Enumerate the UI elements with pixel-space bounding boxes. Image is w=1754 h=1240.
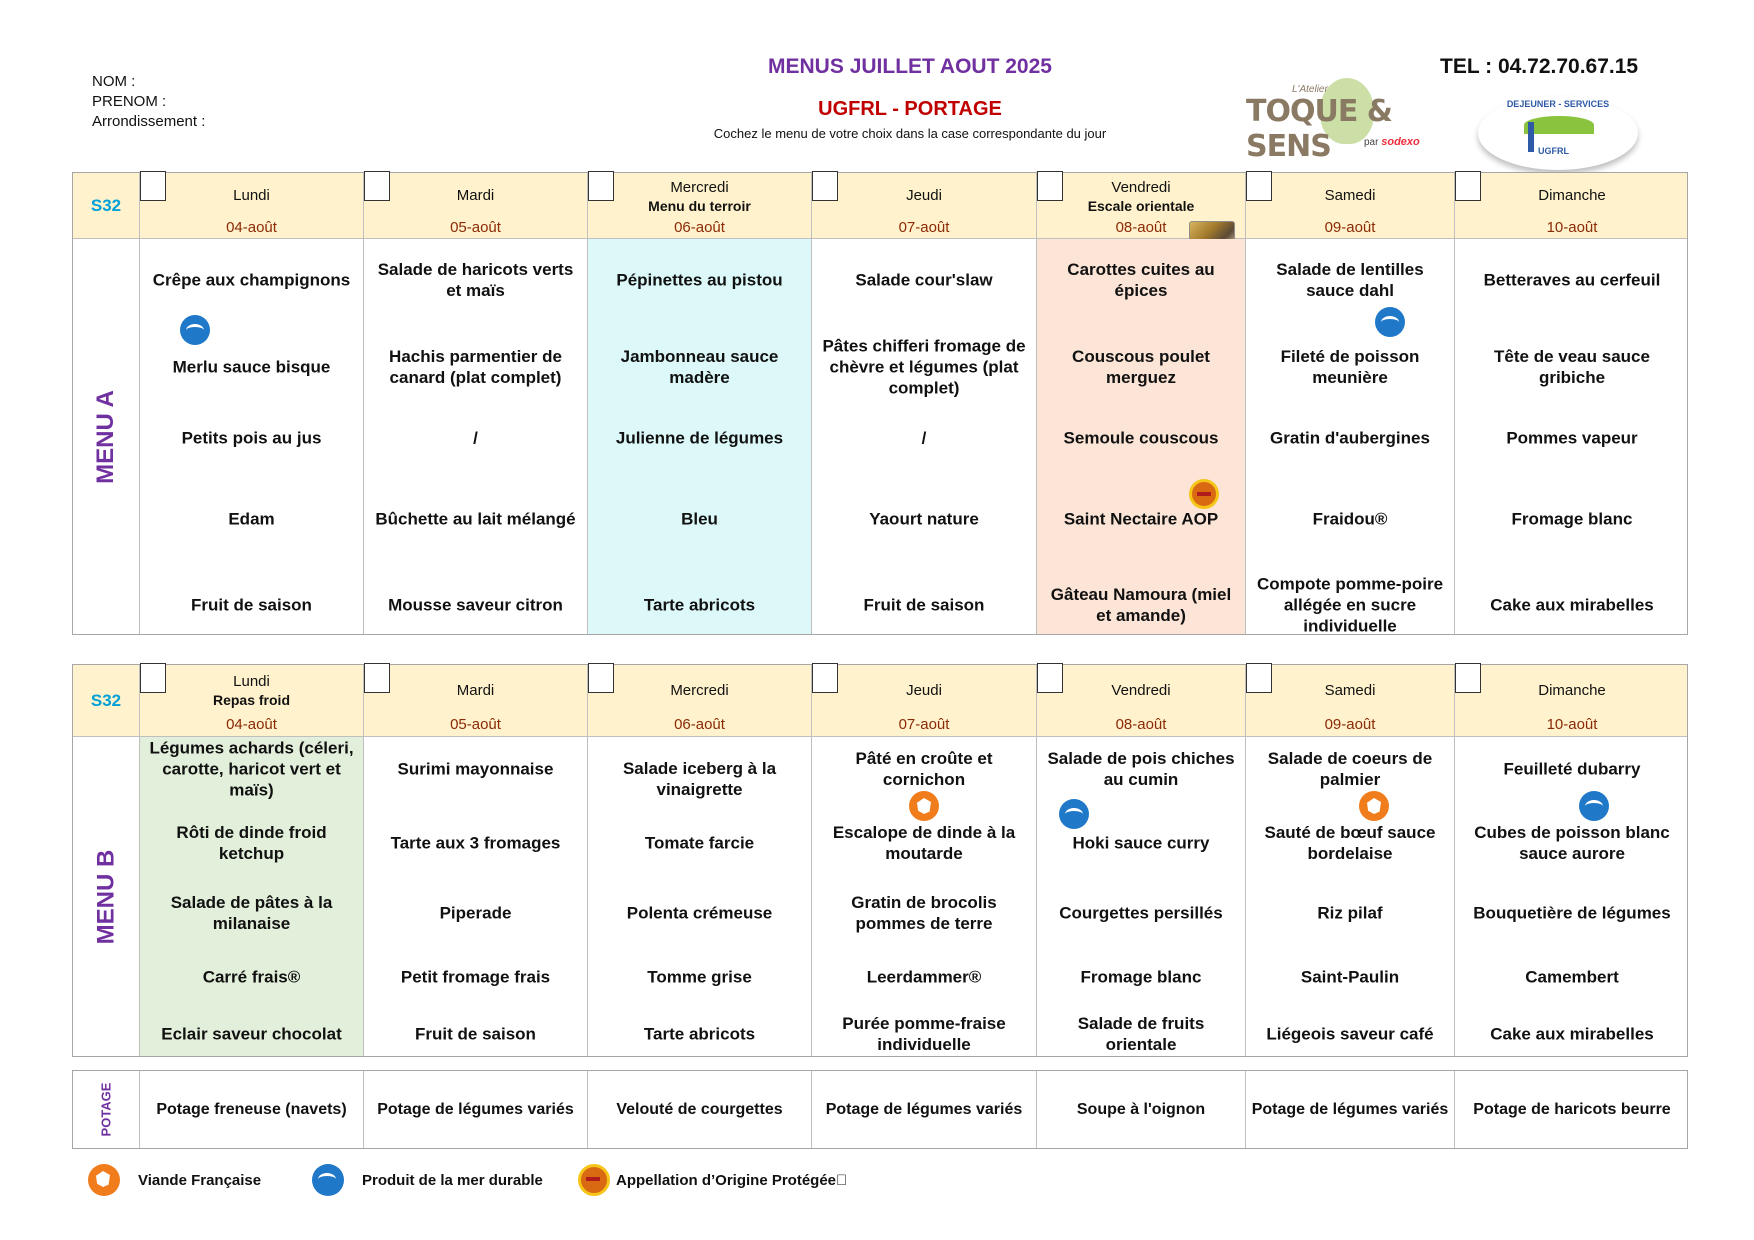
menu-b-table: [72, 664, 1688, 1057]
dish-starter: Légumes achards (céleri, carotte, haricot vert et maïs): [149, 738, 354, 800]
dish-cheese: Yaourt nature: [869, 509, 979, 529]
day-date: 04-août: [226, 219, 277, 236]
menu-a-body: [73, 239, 1687, 634]
day-header-samedi: [1245, 173, 1454, 238]
day-name: Jeudi: [906, 682, 942, 699]
dish-cheese: Fromage blanc: [1511, 509, 1633, 529]
aop-icon: [578, 1164, 610, 1196]
potage-cell-lundi: [139, 1071, 363, 1148]
dish-side: Piperade: [439, 903, 512, 923]
french-meat-icon: [88, 1164, 120, 1196]
day-date: 06-août: [674, 219, 725, 236]
day-header-jeudi: [811, 173, 1036, 238]
dish-main: Couscous poulet merguez: [1072, 347, 1210, 387]
dish-dessert: Fruit de saison: [863, 595, 985, 615]
dish-main: Sauté de bœuf sauce bordelaise: [1264, 823, 1436, 863]
menu-a-label: MENU A: [92, 389, 119, 484]
dish-main: Fileté de poisson meunière: [1280, 347, 1420, 387]
day-date: 07-août: [898, 716, 950, 733]
dish-side: Riz pilaf: [1317, 903, 1383, 923]
dish-side: Bouquetière de légumes: [1473, 903, 1671, 923]
sustainable-seafood-icon: [1579, 791, 1609, 821]
day-theme: Menu du terroir: [648, 198, 751, 214]
day-name: Dimanche: [1538, 187, 1606, 204]
dejeuner-services-logo: [1478, 86, 1638, 170]
week-label: S32: [90, 690, 122, 710]
legend-label: Produit de la mer durable: [362, 1171, 543, 1189]
day-date: 06-août: [674, 716, 725, 733]
menu-b-column-mercredi: [587, 737, 811, 1056]
dish-dessert: Tarte abricots: [643, 1024, 756, 1044]
dish-side: Gratin d'aubergines: [1270, 428, 1430, 448]
dish-dessert: Purée pomme-fraise individuelle: [842, 1014, 1006, 1054]
day-name: Mardi: [456, 187, 495, 204]
dish-starter: Carottes cuites au épices: [1067, 260, 1215, 300]
dish-side: Salade de pâtes à la milanaise: [170, 893, 333, 933]
logo-ugfrl-text: UGFRL: [1538, 146, 1569, 156]
legend-label: Appellation d’Origine Protégée : [616, 1171, 848, 1189]
day-theme: Escale orientale: [1087, 198, 1195, 214]
dish-cheese: Tomme grise: [647, 967, 752, 987]
dish-cheese: Fromage blanc: [1080, 967, 1202, 987]
day-header-mardi: [363, 665, 587, 736]
day-name: Dimanche: [1538, 682, 1606, 699]
day-date: 04-août: [226, 716, 277, 733]
dish-starter: Salade cour'slaw: [855, 270, 993, 290]
menu-b-column-samedi: [1245, 737, 1454, 1056]
week-cell: [73, 173, 139, 238]
day-header-mercredi: [587, 173, 811, 238]
day-name: Vendredi: [1111, 179, 1171, 196]
day-date: 05-août: [450, 716, 501, 733]
logo-hill: [1524, 116, 1594, 134]
potage-label-cell: [73, 1071, 139, 1148]
legend-item-french-meat: [88, 1164, 261, 1196]
day-header-lundi: [139, 173, 363, 238]
logo-small-text: L'Atelier: [1292, 84, 1328, 95]
potage-item: Soupe à l'oignon: [1076, 1100, 1206, 1118]
sustainable-seafood-icon: [180, 315, 210, 345]
menu-b-column-vendredi: [1036, 737, 1245, 1056]
dish-dessert: Cake aux mirabelles: [1490, 595, 1654, 615]
day-header-vendredi: [1036, 173, 1245, 238]
potage-cell-vendredi: [1036, 1071, 1245, 1148]
menu-b-column-jeudi: [811, 737, 1036, 1056]
logo-big-text: TOQUE & SENS: [1246, 94, 1392, 164]
french-meat-icon: [909, 791, 939, 821]
logo-brand: sodexo: [1381, 136, 1420, 148]
dish-main: Merlu sauce bisque: [172, 357, 331, 377]
menu-b-column-lundi: [139, 737, 363, 1056]
dish-main: Cubes de poisson blanc sauce aurore: [1474, 823, 1670, 863]
day-header-dimanche: [1454, 173, 1689, 238]
logo-par: par: [1364, 137, 1379, 148]
menu-a-column-lundi: [139, 239, 363, 634]
dish-starter: Salade de haricots verts et maïs: [377, 260, 574, 300]
dish-main: Hoki sauce curry: [1072, 833, 1210, 853]
toque-et-sens-logo: [1246, 76, 1440, 164]
dish-dessert: Fruit de saison: [415, 1024, 536, 1044]
dish-main: Tarte aux 3 fromages: [390, 833, 561, 853]
dish-dessert: Tarte abricots: [643, 595, 756, 615]
day-name: Jeudi: [906, 187, 942, 204]
day-header-lundi: [139, 665, 363, 736]
dish-cheese: Saint-Paulin: [1300, 967, 1400, 987]
dish-cheese: Saint Nectaire AOP: [1063, 509, 1219, 529]
dish-starter: Betteraves au cerfeuil: [1483, 270, 1661, 290]
dish-side: Semoule couscous: [1063, 428, 1219, 448]
dish-cheese: Carré frais®: [202, 967, 301, 987]
dish-side: Courgettes persillés: [1059, 903, 1223, 923]
day-name: Samedi: [1324, 187, 1376, 204]
menu-a-label-cell: [73, 239, 139, 634]
dish-starter: Pâté en croûte et cornichon: [855, 749, 993, 789]
dish-side: Polenta crémeuse: [626, 903, 773, 923]
dish-cheese: Leerdammer®: [866, 967, 982, 987]
day-date: 09-août: [1324, 716, 1376, 733]
day-name: Lundi: [233, 187, 270, 204]
dish-main: Pâtes chifferi fromage de chèvre et légumes (plat complet): [822, 336, 1026, 398]
dish-dessert: Fruit de saison: [191, 595, 312, 615]
day-header-vendredi: [1036, 665, 1245, 736]
dish-main: Hachis parmentier de canard (plat complet): [389, 347, 562, 387]
day-theme: Repas froid: [212, 692, 290, 708]
dish-side: /: [473, 428, 478, 448]
dish-main: Tomate farcie: [644, 833, 755, 853]
menu-b-column-mardi: [363, 737, 587, 1056]
day-name: Samedi: [1324, 682, 1376, 699]
potage-item: Potage freneuse (navets): [156, 1100, 347, 1118]
dish-starter: Feuilleté dubarry: [1503, 759, 1641, 779]
prenom-label: PRENOM :: [92, 93, 167, 110]
day-header-dimanche: [1454, 665, 1689, 736]
dish-dessert: Liégeois saveur café: [1266, 1024, 1434, 1044]
dish-starter: Salade de coeurs de palmier: [1267, 749, 1433, 789]
legend-item-aop: [578, 1164, 847, 1196]
dish-main: Rôti de dinde froid ketchup: [176, 823, 327, 863]
legend-label: Viande Française: [138, 1171, 262, 1189]
logo-par-text: [1364, 136, 1420, 148]
potage-item: Potage de légumes variés: [377, 1100, 574, 1118]
dish-starter: Salade de lentilles sauce dahl: [1276, 260, 1424, 300]
dish-side: Petits pois au jus: [181, 428, 322, 448]
day-name: Mardi: [456, 682, 495, 699]
day-date: 08-août: [1115, 219, 1167, 236]
menu-a-column-mercredi: [587, 239, 811, 634]
sustainable-seafood-icon: [312, 1164, 344, 1196]
dish-cheese: Camembert: [1525, 967, 1619, 987]
phone-number: TEL : 04.72.70.67.15: [1440, 55, 1639, 78]
potage-item: Potage de haricots beurre: [1473, 1100, 1671, 1118]
french-meat-icon: [1359, 791, 1389, 821]
dish-starter: Pépinettes au pistou: [616, 270, 783, 290]
sustainable-seafood-icon: [1059, 799, 1089, 829]
potage-item: Velouté de courgettes: [616, 1100, 783, 1118]
page-title: MENUS JUILLET AOUT 2025: [768, 55, 1052, 78]
menu-a-column-mardi: [363, 239, 587, 634]
dish-main: Tête de veau sauce gribiche: [1494, 347, 1650, 387]
potage-cell-mercredi: [587, 1071, 811, 1148]
dish-side: Gratin de brocolis pommes de terre: [851, 893, 997, 933]
dish-side: Julienne de légumes: [615, 428, 784, 448]
potage-item: Potage de légumes variés: [825, 1100, 1023, 1118]
potage-row: [73, 1071, 1687, 1148]
day-header-mardi: [363, 173, 587, 238]
menu-a-header-row: [73, 173, 1687, 239]
dish-cheese: Edam: [228, 509, 275, 529]
identity-block: [92, 72, 205, 132]
dish-dessert: Compote pomme-poire allégée en sucre individuelle: [1256, 574, 1444, 636]
dish-starter: Surimi mayonnaise: [397, 759, 554, 779]
dish-side: /: [921, 428, 927, 448]
day-name: Vendredi: [1111, 682, 1171, 699]
nom-label: NOM :: [92, 73, 136, 90]
instruction-text: Cochez le menu de votre choix dans la case correspondante du jour: [713, 126, 1107, 141]
dish-cheese: Petit fromage frais: [400, 967, 551, 987]
potage-cell-dimanche: [1454, 1071, 1689, 1148]
menu-b-column-dimanche: [1454, 737, 1689, 1056]
page-subtitle: UGFRL - PORTAGE: [818, 98, 1002, 120]
dish-starter: Salade iceberg à la vinaigrette: [622, 759, 777, 799]
day-date: 09-août: [1324, 219, 1376, 236]
day-date: 05-août: [450, 219, 501, 236]
dish-side: Pommes vapeur: [1506, 428, 1638, 448]
potage-cell-mardi: [363, 1071, 587, 1148]
menu-b-header-row: [73, 665, 1687, 737]
day-date: 07-août: [898, 219, 950, 236]
dish-cheese: Bûchette au lait mélangé: [375, 509, 576, 529]
menu-a-table: [72, 172, 1688, 635]
week-cell: [73, 665, 139, 736]
day-date: 10-août: [1546, 716, 1598, 733]
menu-b-label: MENU B: [92, 849, 120, 944]
dish-starter: Salade de pois chiches au cumin: [1047, 749, 1235, 789]
dish-starter: Crêpe aux champignons: [152, 270, 351, 290]
day-header-samedi: [1245, 665, 1454, 736]
day-date: 10-août: [1546, 219, 1598, 236]
week-label: S32: [90, 195, 122, 215]
dish-main: Escalope de dinde à la moutarde: [832, 823, 1016, 863]
menu-b-body: [73, 737, 1687, 1056]
sustainable-seafood-icon: [1375, 307, 1405, 337]
aop-icon: [1189, 479, 1219, 509]
legend: [88, 1164, 988, 1200]
potage-item: Potage de légumes variés: [1251, 1100, 1449, 1118]
menu-a-column-jeudi: [811, 239, 1036, 634]
potage-label: POTAGE: [98, 1082, 114, 1137]
dish-cheese: Bleu: [681, 509, 718, 529]
potage-cell-jeudi: [811, 1071, 1036, 1148]
logo-bar: [1528, 122, 1534, 152]
potage-cell-samedi: [1245, 1071, 1454, 1148]
dish-dessert: Salade de fruits orientale: [1077, 1014, 1205, 1054]
potage-table: [72, 1070, 1688, 1149]
arrondissement-label: Arrondissement :: [92, 113, 206, 130]
day-header-jeudi: [811, 665, 1036, 736]
dish-cheese: Fraidou®: [1312, 509, 1388, 529]
day-date: 08-août: [1115, 716, 1167, 733]
legend-item-sustainable-seafood: [312, 1164, 543, 1196]
day-name: Lundi: [233, 673, 270, 690]
dish-dessert: Gâteau Namoura (miel et amande): [1050, 585, 1232, 625]
menu-a-column-dimanche: [1454, 239, 1689, 634]
dish-dessert: Eclair saveur chocolat: [161, 1024, 342, 1044]
day-name: Mercredi: [670, 682, 729, 699]
dish-dessert: Mousse saveur citron: [388, 595, 563, 615]
dish-main: Jambonneau sauce madère: [620, 347, 779, 387]
day-name: Mercredi: [670, 179, 729, 196]
menu-a-column-samedi: [1245, 239, 1454, 634]
day-header-mercredi: [587, 665, 811, 736]
menu-a-column-vendredi: [1036, 239, 1245, 634]
menu-b-label-cell: [73, 737, 139, 1056]
dish-dessert: Cake aux mirabelles: [1490, 1024, 1654, 1044]
logo-dej-text: DEJEUNER - SERVICES: [1506, 99, 1610, 109]
